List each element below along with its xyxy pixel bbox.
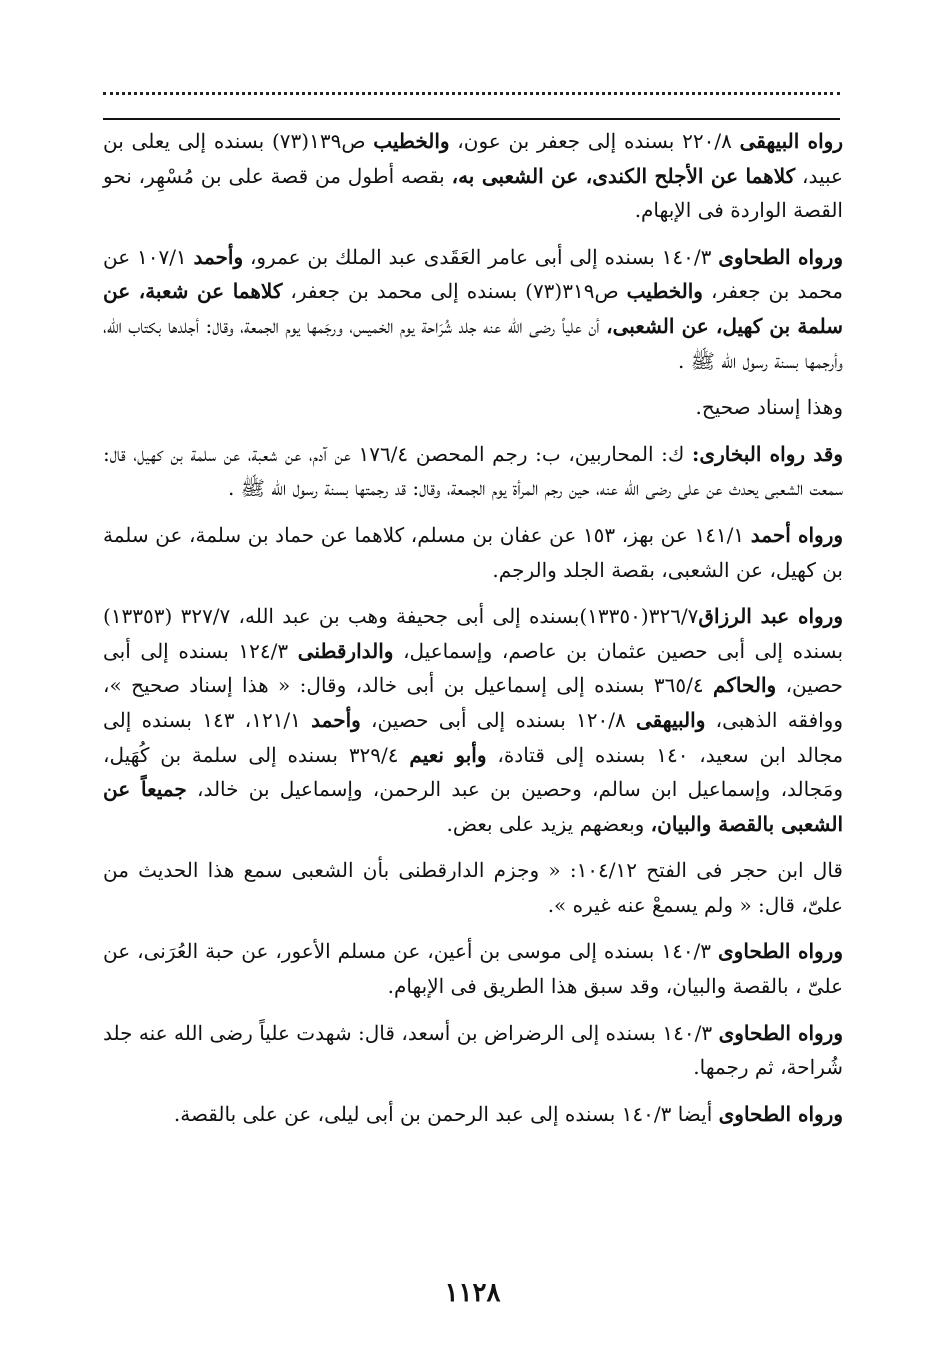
text-segment: ١٠٧/١ عن محمد بن جعفر، — [103, 244, 844, 304]
text-segment: قال ابن حجر فى الفتح ١٠٤/١٢: « وجزم الدارقطنى بأن الشعبى سمع هذا الحديث من علىّ، قال: « ولم يسمعْ عنه غيره ». — [103, 858, 843, 917]
text-segment: ك: المحاربين، ب: رجم المحصن ١٧٦/٤ عن آدم، عن شعبة، عن سلمة بن كهيل، قال: سمعت الشعبى يحدث عن على رضى الله عنه، حين رجم المرأة يوم الجمعة، وقال: قد رجمتها بسنة رسول الله ﷺ . — [103, 441, 843, 501]
bold-segment: وأحمد — [193, 244, 244, 269]
paragraph — [103, 853, 843, 922]
bold-segment: ورواه عبد الرزاق — [698, 604, 843, 629]
paragraph — [103, 1016, 843, 1085]
text-segment: ٣٢٩/٤ بسنده إلى سلمة بن كُهَيل، ومَجالد، وإسماعيل ابن سالم، وحصين بن عبد الرحمن، وإسماعيل بن خالد، — [103, 742, 844, 802]
bold-segment: وأبو نعيم — [409, 742, 487, 767]
bold-segment: وأحمد — [311, 707, 361, 732]
bold-segment: كلاهما عن شعبة، عن سلمة بن كهيل، عن الشعبى، — [103, 279, 843, 338]
text-segment: ١٢٤/٣ بسنده إلى أبى حصين، — [103, 638, 844, 698]
bold-segment: والخطيب — [373, 129, 450, 153]
text-segment: ٣٢٦/٧(١٣٣٥٠)بسنده إلى أبى جحيفة وهب بن عبد الله، ٣٢٧/٧ (١٣٣٥٣) بسنده إلى أبى حصين عثمان بن عاصم، وإسماعيل، — [103, 604, 844, 663]
dotted-separator — [103, 92, 840, 95]
bold-segment: رواه البيهقى — [739, 129, 844, 153]
text-segment: ٣٦٥/٤ بسنده إلى إسماعيل بن أبى خالد، وقال: « هذا إسناد صحيح »، ووافقه الذهبى، — [103, 673, 844, 732]
bold-segment: وقد رواه البخارى: — [692, 441, 843, 466]
paragraph — [103, 124, 843, 228]
footnote-rule — [103, 118, 840, 120]
text-segment: بقصه أطول من قصة على بن مُسْهِر، نحو القصة الواردة فى الإبهام. — [103, 163, 843, 223]
paragraph — [103, 240, 843, 378]
text-segment: ص١٣٩(٧٣) بسنده إلى يعلى بن عبيد، — [103, 129, 843, 188]
paragraph — [103, 934, 843, 1003]
text-segment: وبعضهم يزيد على بعض. — [446, 811, 651, 836]
paragraph — [103, 599, 843, 841]
paragraph — [103, 390, 843, 425]
text-segment: ١٢١/١، ١٤٣ بسنده إلى مجالد ابن سعيد، ١٤٠ بسنده إلى قتادة، — [103, 707, 844, 767]
bold-segment: ورواه أحمد — [750, 522, 844, 547]
bold-segment: والحاكم — [713, 673, 777, 698]
footnote-body — [103, 124, 843, 1143]
text-segment: أيضا ١٤٠/٣ بسنده إلى عبد الرحمن بن أبى ليلى، عن على بالقصة. — [173, 1101, 719, 1126]
bold-segment: ورواه الطحاوى — [718, 1101, 843, 1126]
paragraph — [103, 1097, 843, 1132]
bold-segment: جميعاً عن الشعبى بالقصة والبيان، — [103, 777, 843, 836]
text-segment: ٢٢٠/٨ بسنده إلى جعفر بن عون، — [449, 129, 740, 153]
bold-segment: ورواه الطحاوى — [718, 1020, 843, 1045]
text-segment: ١٤٠/٣ بسنده إلى الرضراض بن أسعد، قال: شهدت علياً رضى الله عنه جلد شُراحة، ثم رجمها. — [103, 1020, 843, 1080]
paragraph — [103, 518, 843, 587]
bold-segment: ورواه الطحاوى — [718, 939, 843, 964]
text-segment: وهذا إسناد صحيح. — [695, 395, 843, 420]
bold-segment: ورواه الطحاوى — [718, 244, 843, 269]
text-segment: أن علياً رضى الله عنه جلد شُرَاحة يوم الخميس، ورجَمها يوم الجمعة، وقال: أجلدها بكتاب الله، وأرجمها بسنة رسول الله ﷺ . — [103, 313, 843, 373]
paragraph — [103, 437, 843, 506]
bold-segment: والخطيب — [626, 279, 703, 304]
text-segment: ١٤٠/٣ بسنده إلى أبى عامر العَقَدى عبد الملك بن عمرو، — [243, 244, 719, 269]
text-segment: ١٤١/١ عن بهز، ١٥٣ عن عفان بن مسلم، كلاهما عن حماد بن سلمة، عن سلمة بن كهيل، عن الشعبى، بقصة الجلد والرجم. — [103, 522, 843, 582]
text-segment: ١٢٠/٨ بسنده إلى أبى حصين، — [360, 707, 636, 732]
bold-segment: والبيهقى — [635, 707, 706, 732]
bold-segment: والدارقطنى — [297, 638, 394, 663]
text-segment: ١٤٠/٣ بسنده إلى موسى بن أعين، عن مسلم الأعور، عن حبة العُرَنى، عن علىّ ، بالقصة والبيان، وقد سبق هذا الطريق فى الإبهام. — [103, 939, 843, 999]
bold-segment: كلاهما عن الأجلح الكندى، عن الشعبى به، — [451, 163, 796, 188]
text-segment: ص٣١٩(٧٣) بسنده إلى محمد بن جعفر، — [282, 279, 627, 304]
page-number: ١١٢٨ — [444, 1278, 501, 1308]
